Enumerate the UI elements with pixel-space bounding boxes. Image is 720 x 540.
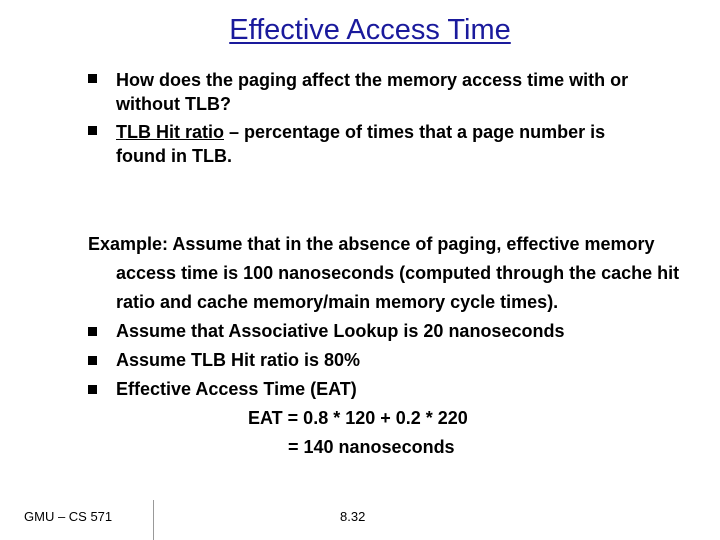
example-block xyxy=(88,230,688,462)
bullet-term: TLB Hit ratio xyxy=(116,122,224,142)
square-bullet-icon xyxy=(88,385,97,394)
footer-page-number: 8.32 xyxy=(340,509,366,524)
slide-title: Effective Access Time xyxy=(229,14,511,46)
bullet-text: – percentage of times that a page number is found in TLB. xyxy=(116,122,606,166)
square-bullet-icon xyxy=(88,356,97,365)
bullet-item xyxy=(88,120,648,168)
bullet-text: How does the paging affect the memory access time with or without TLB? xyxy=(116,70,629,114)
bullet-item xyxy=(88,68,648,116)
square-bullet-icon xyxy=(88,126,97,135)
bullet-list xyxy=(88,68,648,172)
example-bullet-text: Assume that Associative Lookup is 20 nanoseconds xyxy=(116,321,565,341)
example-bullet-text: Effective Access Time (EAT) xyxy=(116,379,357,399)
example-bullet-text: Assume TLB Hit ratio is 80% xyxy=(116,350,361,370)
formula-line: EAT = 0.8 * 120 + 0.2 * 220 xyxy=(248,408,468,428)
footer-divider xyxy=(153,500,154,540)
square-bullet-icon xyxy=(88,327,97,336)
footer-course: GMU – CS 571 xyxy=(24,509,113,524)
example-intro: Example: Assume that in the absence of paging, effective memory access time is 100 nanoseconds (computed through the cache hit ratio and cache memory/main memory cycle times). xyxy=(88,234,680,312)
example-bullet xyxy=(88,375,688,404)
formula-result: = 140 nanoseconds xyxy=(288,437,455,457)
example-bullet xyxy=(88,346,688,375)
square-bullet-icon xyxy=(88,74,97,83)
example-bullet xyxy=(88,317,688,346)
